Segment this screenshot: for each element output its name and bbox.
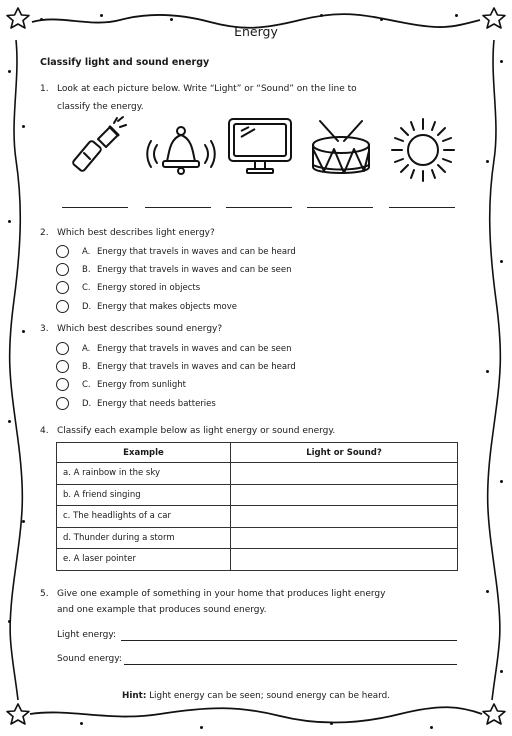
- q2-option-c-text: Energy stored in objects: [97, 283, 201, 293]
- q3-option-a-radio[interactable]: [56, 342, 69, 355]
- hint: [0, 691, 512, 701]
- q2-option-d-letter: D.: [82, 302, 92, 312]
- answer-line-drum[interactable]: [307, 207, 373, 208]
- table-row: [57, 484, 458, 506]
- border-dot: [500, 60, 503, 63]
- section-title: Classify light and sound energy: [40, 57, 210, 68]
- table-cell-answer[interactable]: [231, 484, 458, 506]
- table-cell-answer[interactable]: [231, 527, 458, 549]
- border-dot: [455, 14, 458, 17]
- star-icon: [7, 704, 29, 724]
- sun-icon: [388, 115, 458, 185]
- q2-option-b-radio[interactable]: [56, 263, 69, 276]
- q5-text-line1: Give one example of something in your home that produces light energy: [57, 589, 386, 599]
- answer-line-flashlight[interactable]: [62, 207, 128, 208]
- q2-option-d-text: Energy that makes objects move: [97, 302, 237, 312]
- q2-option-b-text: Energy that travels in waves and can be seen: [97, 265, 292, 275]
- table-cell-answer[interactable]: [231, 549, 458, 571]
- classification-table: [56, 442, 458, 571]
- border-dot: [500, 480, 503, 483]
- border-dot: [22, 520, 25, 523]
- q3-option-d-letter: D.: [82, 399, 92, 409]
- q3-option-c-letter: C.: [82, 380, 91, 390]
- border-dot: [486, 160, 489, 163]
- table-cell-example: d. Thunder during a storm: [57, 527, 231, 549]
- q3-option-b-text: Energy that travels in waves and can be heard: [97, 362, 296, 372]
- border-dot: [320, 14, 323, 17]
- hint-text: Light energy can be seen; sound energy can be heard.: [146, 691, 391, 701]
- border-dot: [8, 70, 11, 73]
- table-row: [57, 549, 458, 571]
- border-dot: [330, 722, 333, 725]
- q3-option-d-radio[interactable]: [56, 397, 69, 410]
- border-dot: [22, 330, 25, 333]
- border-dot: [430, 726, 433, 729]
- q2-text: Which best describes light energy?: [57, 228, 215, 238]
- q3-option-b-letter: B.: [82, 362, 91, 372]
- table-cell-answer[interactable]: [231, 463, 458, 485]
- table-row: [57, 506, 458, 528]
- q1-text-line1: Look at each picture below. Write “Light” or “Sound” on the line to: [57, 84, 357, 94]
- table-header-example: Example: [57, 443, 231, 463]
- q4-text: Classify each example below as light energy or sound energy.: [57, 426, 336, 436]
- q3-option-c-radio[interactable]: [56, 378, 69, 391]
- border-dot: [8, 620, 11, 623]
- q2-option-a-radio[interactable]: [56, 245, 69, 258]
- table-header-row: [57, 443, 458, 463]
- q2-option-a-letter: A.: [82, 247, 91, 257]
- page-title: Energy: [234, 24, 278, 39]
- q2-option-a-text: Energy that travels in waves and can be heard: [97, 247, 296, 257]
- q5-number: 5.: [40, 589, 49, 599]
- q3-option-c-text: Energy from sunlight: [97, 380, 186, 390]
- q3-number: 3.: [40, 324, 49, 334]
- table-cell-example: a. A rainbow in the sky: [57, 463, 231, 485]
- drum-icon: [306, 115, 376, 181]
- border-dot: [8, 420, 11, 423]
- q4-number: 4.: [40, 426, 49, 436]
- flashlight-icon: [60, 115, 130, 185]
- border-dot: [486, 370, 489, 373]
- border-dot: [380, 18, 383, 21]
- q3-option-d-text: Energy that needs batteries: [97, 399, 216, 409]
- table-row: [57, 527, 458, 549]
- monitor-icon: [225, 115, 295, 177]
- q5-text-line2: and one example that produces sound energy.: [57, 605, 267, 615]
- border-dot: [8, 220, 11, 223]
- border-dot: [22, 125, 25, 128]
- table-cell-example: b. A friend singing: [57, 484, 231, 506]
- sound-energy-answer-line[interactable]: [124, 664, 457, 665]
- q2-option-c-radio[interactable]: [56, 281, 69, 294]
- border-dot: [486, 590, 489, 593]
- bell-icon: [145, 115, 217, 183]
- q3-option-a-letter: A.: [82, 344, 91, 354]
- answer-line-sun[interactable]: [389, 207, 455, 208]
- q1-number: 1.: [40, 84, 49, 94]
- light-energy-answer-line[interactable]: [121, 640, 457, 641]
- table-cell-answer[interactable]: [231, 506, 458, 528]
- table-cell-example: c. The headlights of a car: [57, 506, 231, 528]
- q2-option-c-letter: C.: [82, 283, 91, 293]
- q2-option-b-letter: B.: [82, 265, 91, 275]
- star-icon: [483, 704, 505, 724]
- table-row: [57, 463, 458, 485]
- border-dot: [500, 260, 503, 263]
- border-dot: [40, 18, 43, 21]
- q2-number: 2.: [40, 228, 49, 238]
- border-dot: [100, 14, 103, 17]
- table-cell-example: e. A laser pointer: [57, 549, 231, 571]
- light-energy-label: Light energy:: [57, 630, 117, 640]
- q2-option-d-radio[interactable]: [56, 300, 69, 313]
- q3-text: Which best describes sound energy?: [57, 324, 223, 334]
- answer-line-monitor[interactable]: [226, 207, 292, 208]
- q1-text-line2: classify the energy.: [57, 102, 144, 112]
- answer-line-bell[interactable]: [145, 207, 211, 208]
- border-dot: [80, 722, 83, 725]
- border-dot: [500, 670, 503, 673]
- sound-energy-label: Sound energy:: [57, 654, 122, 664]
- hint-label: Hint:: [121, 691, 147, 701]
- q3-option-b-radio[interactable]: [56, 360, 69, 373]
- table-header-light-or-sound: Light or Sound?: [231, 443, 458, 463]
- border-dot: [170, 18, 173, 21]
- q3-option-a-text: Energy that travels in waves and can be seen: [97, 344, 292, 354]
- border-dot: [200, 726, 203, 729]
